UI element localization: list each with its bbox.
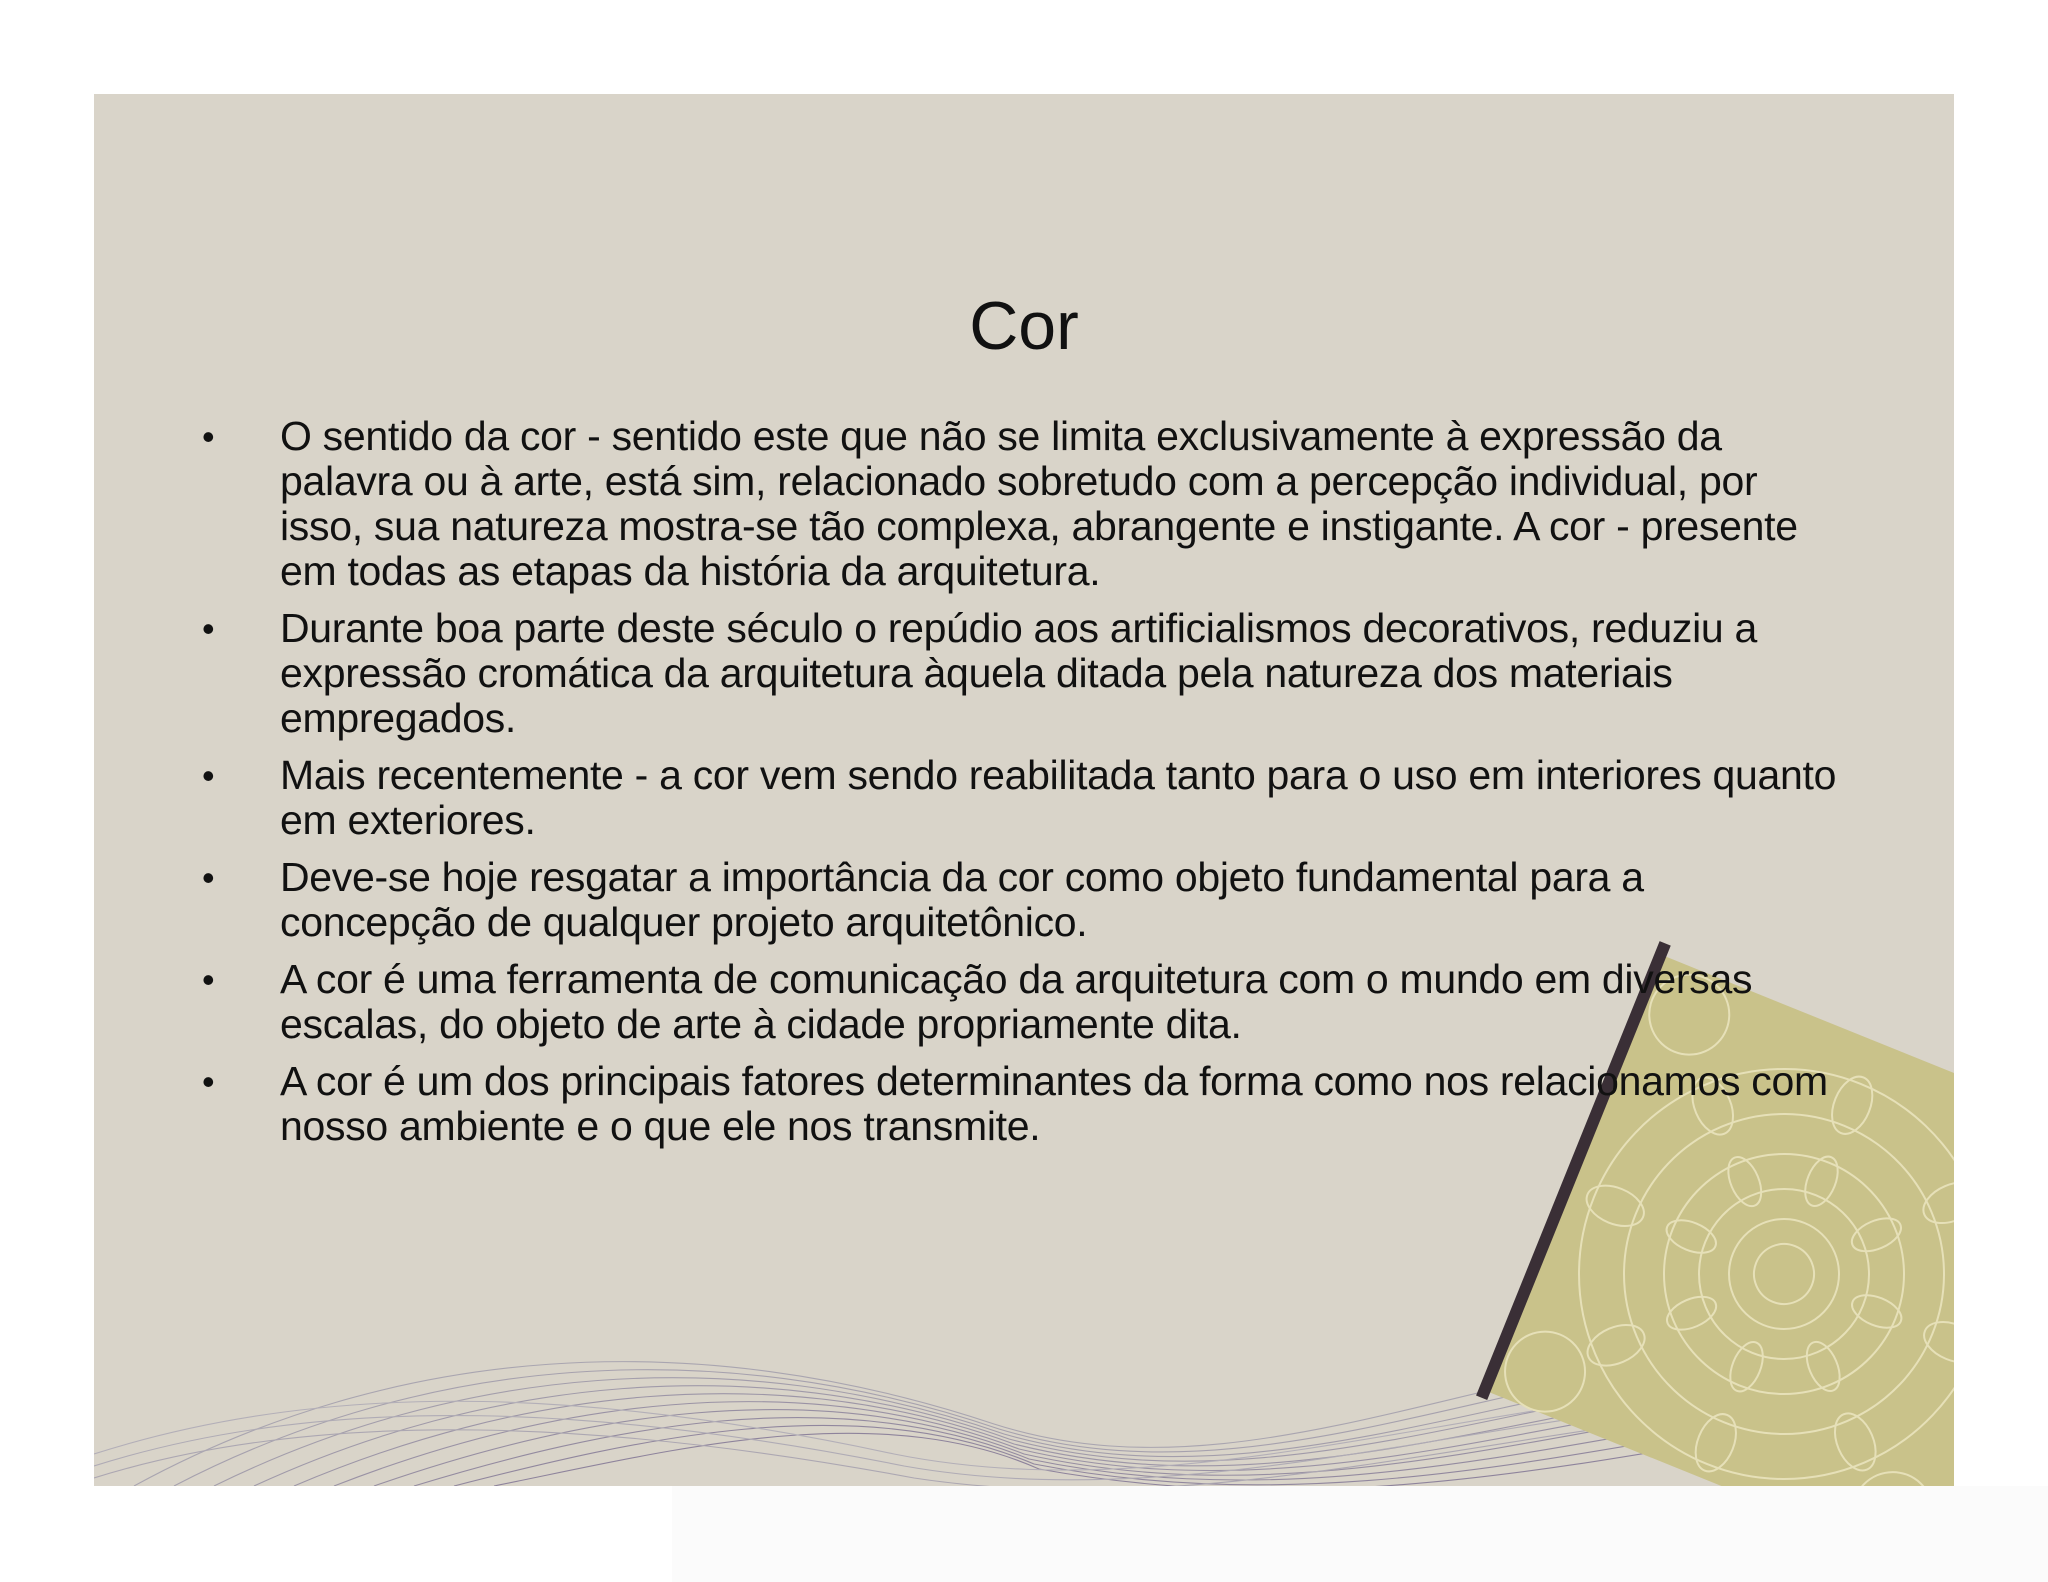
bullet-text: A cor é um dos principais fatores determinantes da forma como nos relacionamos com nosso ambiente e o que ele nos transmite. xyxy=(280,1058,1828,1149)
bullet-text: Durante boa parte deste século o repúdio aos artificialismos decorativos, reduziu a expressão cromática da arquitetura àquela ditada pela natureza dos materiais empregados. xyxy=(280,605,1757,741)
bullet-icon: • xyxy=(202,857,215,898)
list-item xyxy=(202,753,1842,843)
list-item xyxy=(202,414,1842,594)
list-item xyxy=(202,855,1842,945)
slide-title: Cor xyxy=(969,288,1079,364)
page-bottom-strip xyxy=(672,1486,2048,1582)
list-item xyxy=(202,1059,1842,1149)
list-item xyxy=(202,606,1842,741)
bullet-icon: • xyxy=(202,959,215,1000)
slide xyxy=(94,94,1954,1486)
bullet-text: O sentido da cor - sentido este que não se limita exclusivamente à expressão da palavra ou à arte, está sim, relacionado sobretudo com a percepção individual, por isso, sua natureza mostra-se tão complexa, abrangente e instigante. A cor - presente em todas as etapas da história da arquitetura. xyxy=(280,413,1798,594)
bullet-icon: • xyxy=(202,755,215,796)
bullet-text: Deve-se hoje resgatar a importância da cor como objeto fundamental para a concepção de qualquer projeto arquitetônico. xyxy=(280,854,1644,945)
bullet-text: Mais recentemente - a cor vem sendo reabilitada tanto para o uso em interiores quanto em exteriores. xyxy=(280,752,1837,843)
bullet-icon: • xyxy=(202,1061,215,1102)
list-item xyxy=(202,957,1842,1047)
bullet-icon: • xyxy=(202,416,215,457)
bullet-text: A cor é uma ferramenta de comunicação da arquitetura com o mundo em diversas escalas, do objeto de arte à cidade propriamente dita. xyxy=(280,956,1753,1047)
bullet-icon: • xyxy=(202,608,215,649)
bullet-list xyxy=(202,414,1842,1161)
